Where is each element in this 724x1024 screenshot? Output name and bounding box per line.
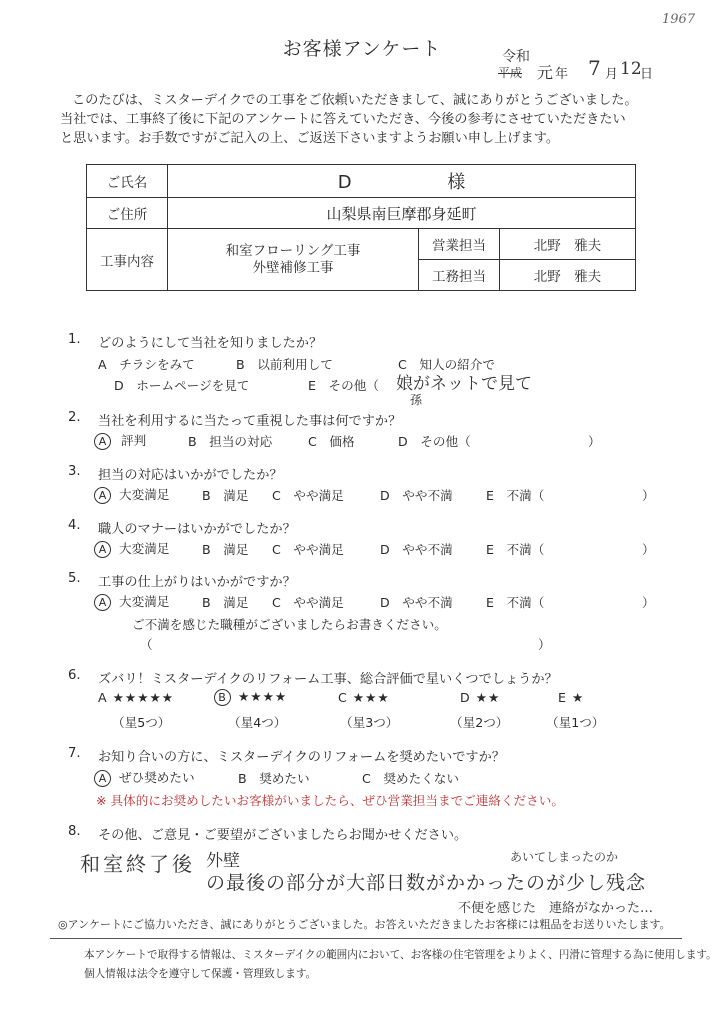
footer-privacy-1: 本アンケートで取得する情報は、ミスターデイクの範囲内において、お客様の住宅管理をよりよく、円滑に管理する為に使用します。 (84, 949, 717, 961)
q2-selected-circle: A (94, 433, 111, 450)
engineer-label: 工務担当 (419, 260, 500, 291)
q3-text: 担当の対応はいかがでしたか？ (98, 468, 283, 483)
footer-thanks: ◎アンケートにご協力いただき、誠にありがとうございました。お答えいただきましたお客様には粗品をお送りいたします。 (58, 918, 671, 931)
q5-selected-circle: A (94, 594, 111, 611)
date-month: 7 (588, 56, 601, 80)
q3-option-a (94, 484, 169, 504)
document-number: 1967 (662, 12, 696, 27)
q8-handwritten-line-3: 不便を感じた 連絡がなかった… (458, 901, 654, 916)
q6-sub-a: （星5つ） (112, 715, 171, 730)
date-year-unit: 年 (555, 67, 569, 82)
name-suffix: 様 (447, 172, 466, 193)
q7-note: ※ 具体的にお奨めしたいお客様がいましたら、ぜひ営業担当までご連絡ください。 (96, 793, 564, 808)
q7-option-a (94, 767, 195, 787)
q2-close-paren: ） (588, 434, 601, 449)
q3-option-b: B 満足 (202, 488, 249, 503)
q4-option-e: E 不満（ (486, 542, 545, 557)
intro-line-1: このたびは、ミスターデイクでの工事をご依頼いただきまして、誠にありがとうございました。 (72, 93, 638, 108)
q6-option-d: D ★★ (460, 690, 501, 705)
q6-sub-c: （星3つ） (340, 715, 399, 730)
q5-sub-text: ご不満を感じた職種がございましたらお書きください。 (132, 617, 447, 632)
intro-line-3: と思います。お手数ですがご記入の上、ご返送下さいますようお願い申し上げます。 (60, 131, 560, 146)
q8-number: 8. (68, 824, 81, 839)
q6-option-e: E ★ (558, 690, 585, 705)
q8-handwritten-line-1a: 和室終了後 (80, 852, 195, 876)
q2-option-c: C 価格 (308, 434, 355, 449)
q5-close-paren: ） (642, 595, 655, 610)
q4-selected-circle: A (94, 541, 111, 558)
work-line-2: 外壁補修工事 (252, 259, 334, 276)
q6-number: 6. (68, 668, 81, 683)
q1-option-b: B 以前利用して (236, 357, 333, 372)
q7-number: 7. (68, 746, 81, 761)
q7-option-a-label: ぜひ奨めたい (119, 770, 195, 785)
footer-divider (50, 938, 682, 939)
intro-line-2: 当社では、工事終了後に下記のアンケートに答えていただき、今後の参考にさせていただきたい (60, 112, 626, 127)
q8-handwritten-above: あいてしまったのか (510, 850, 619, 864)
q4-close-paren: ） (642, 542, 655, 557)
engineer-value: 北野 雅夫 (500, 260, 636, 291)
q4-option-a-label: 大変満足 (119, 541, 170, 556)
q1-handwritten-extra: 孫 (410, 393, 423, 407)
q3-selected-circle: A (94, 487, 111, 504)
q4-option-b: B 満足 (202, 542, 249, 557)
sales-value: 北野 雅夫 (500, 229, 636, 260)
q2-number: 2. (68, 410, 81, 425)
sales-label: 営業担当 (419, 229, 500, 260)
date-month-unit: 月 (605, 67, 619, 82)
date-day: 12 (620, 59, 642, 79)
page-title: お客様アンケート (282, 38, 442, 60)
q5-option-b: B 満足 (202, 595, 249, 610)
q5-option-a-label: 大変満足 (119, 594, 170, 609)
q7-option-b: B 奨めたい (238, 771, 310, 786)
q1-option-d: D ホームページを見て (114, 378, 250, 393)
customer-info-table (86, 164, 636, 291)
q2-option-d: D その他（ (398, 434, 471, 449)
q4-number: 4. (68, 518, 81, 533)
q3-option-c: C やや満足 (272, 488, 344, 503)
q4-option-d: D やや不満 (380, 542, 453, 557)
q5-option-c: C やや満足 (272, 595, 344, 610)
work-line-1: 和室フローリング工事 (225, 242, 361, 259)
work-cell (168, 229, 419, 291)
q4-text: 職人のマナーはいかがでしたか？ (98, 522, 296, 537)
q1-option-c: C 知人の紹介で (398, 357, 495, 372)
work-label: 工事内容 (87, 229, 168, 291)
q8-handwritten-line-1b: 外壁 (206, 851, 240, 871)
q6-option-c: C ★★★ (338, 690, 390, 705)
address-label: ご住所 (87, 198, 168, 229)
q3-close-paren: ） (642, 488, 655, 503)
date-day-unit: 日 (640, 67, 654, 82)
q5-sub-close-paren: ） (538, 637, 551, 652)
q7-option-c: C 奨めたくない (362, 771, 459, 786)
q1-option-a: A チラシをみて (98, 357, 195, 372)
q8-text: その他、ご意見・ご要望がございましたらお聞かせください。 (98, 828, 468, 843)
q2-text: 当社を利用するに当たって重視した事は何ですか？ (98, 414, 402, 429)
name-label: ご氏名 (87, 165, 168, 198)
q5-option-e: E 不満（ (486, 595, 545, 610)
date-year: 元 (537, 63, 554, 82)
q3-option-e: E 不満（ (486, 488, 545, 503)
q5-text: 工事の仕上がりはいかがですか？ (98, 575, 296, 590)
q5-number: 5. (68, 571, 81, 586)
q6-sub-e: （星1つ） (546, 715, 605, 730)
q4-option-c: C やや満足 (272, 542, 344, 557)
q6-sub-b: （星4つ） (228, 715, 287, 730)
q3-option-a-label: 大変満足 (119, 487, 170, 502)
date-era: 令和 (502, 49, 530, 65)
name-cell (168, 165, 636, 198)
q2-option-a-label: 評判 (121, 433, 147, 448)
footer-privacy-2: 個人情報は法令を遵守して保護・管理致します。 (84, 968, 317, 980)
q6-option-b-stars: ★★★★ (238, 689, 288, 704)
q4-option-a (94, 538, 169, 558)
q6-option-a: A ★★★★★ (98, 690, 175, 705)
q1-number: 1. (68, 332, 81, 347)
q3-option-d: D やや不満 (380, 488, 453, 503)
address-value: 山梨県南巨摩郡身延町 (168, 198, 636, 229)
q5-sub-open-paren: （ (140, 637, 153, 652)
q1-handwritten: 娘がネットで見て (396, 374, 532, 394)
q5-option-a (94, 591, 169, 611)
date-era-struck: 平成 (498, 66, 523, 80)
name-value: D (337, 172, 352, 193)
q6-option-b (214, 689, 287, 706)
q7-text: お知り合いの方に、ミスターデイクのリフォームを奨めたいですか？ (98, 750, 505, 765)
q2-option-a (94, 430, 146, 450)
q2-option-b: B 担当の対応 (188, 434, 273, 449)
q1-option-e: E その他（ (308, 378, 379, 393)
q5-option-d: D やや不満 (380, 595, 453, 610)
q7-selected-circle: A (94, 770, 111, 787)
q8-handwritten-line-2: の最後の部分が大部日数がかかったのが少し残念 (206, 872, 647, 894)
q1-text: どのようにして当社を知りましたか？ (98, 336, 323, 351)
q3-number: 3. (68, 464, 81, 479)
q6-selected-circle: B (214, 689, 231, 706)
q6-sub-d: （星2つ） (450, 715, 509, 730)
q6-text: ズバリ！ミスターデイクのリフォーム工事、総合評価で星いくつでしょうか？ (98, 672, 558, 687)
